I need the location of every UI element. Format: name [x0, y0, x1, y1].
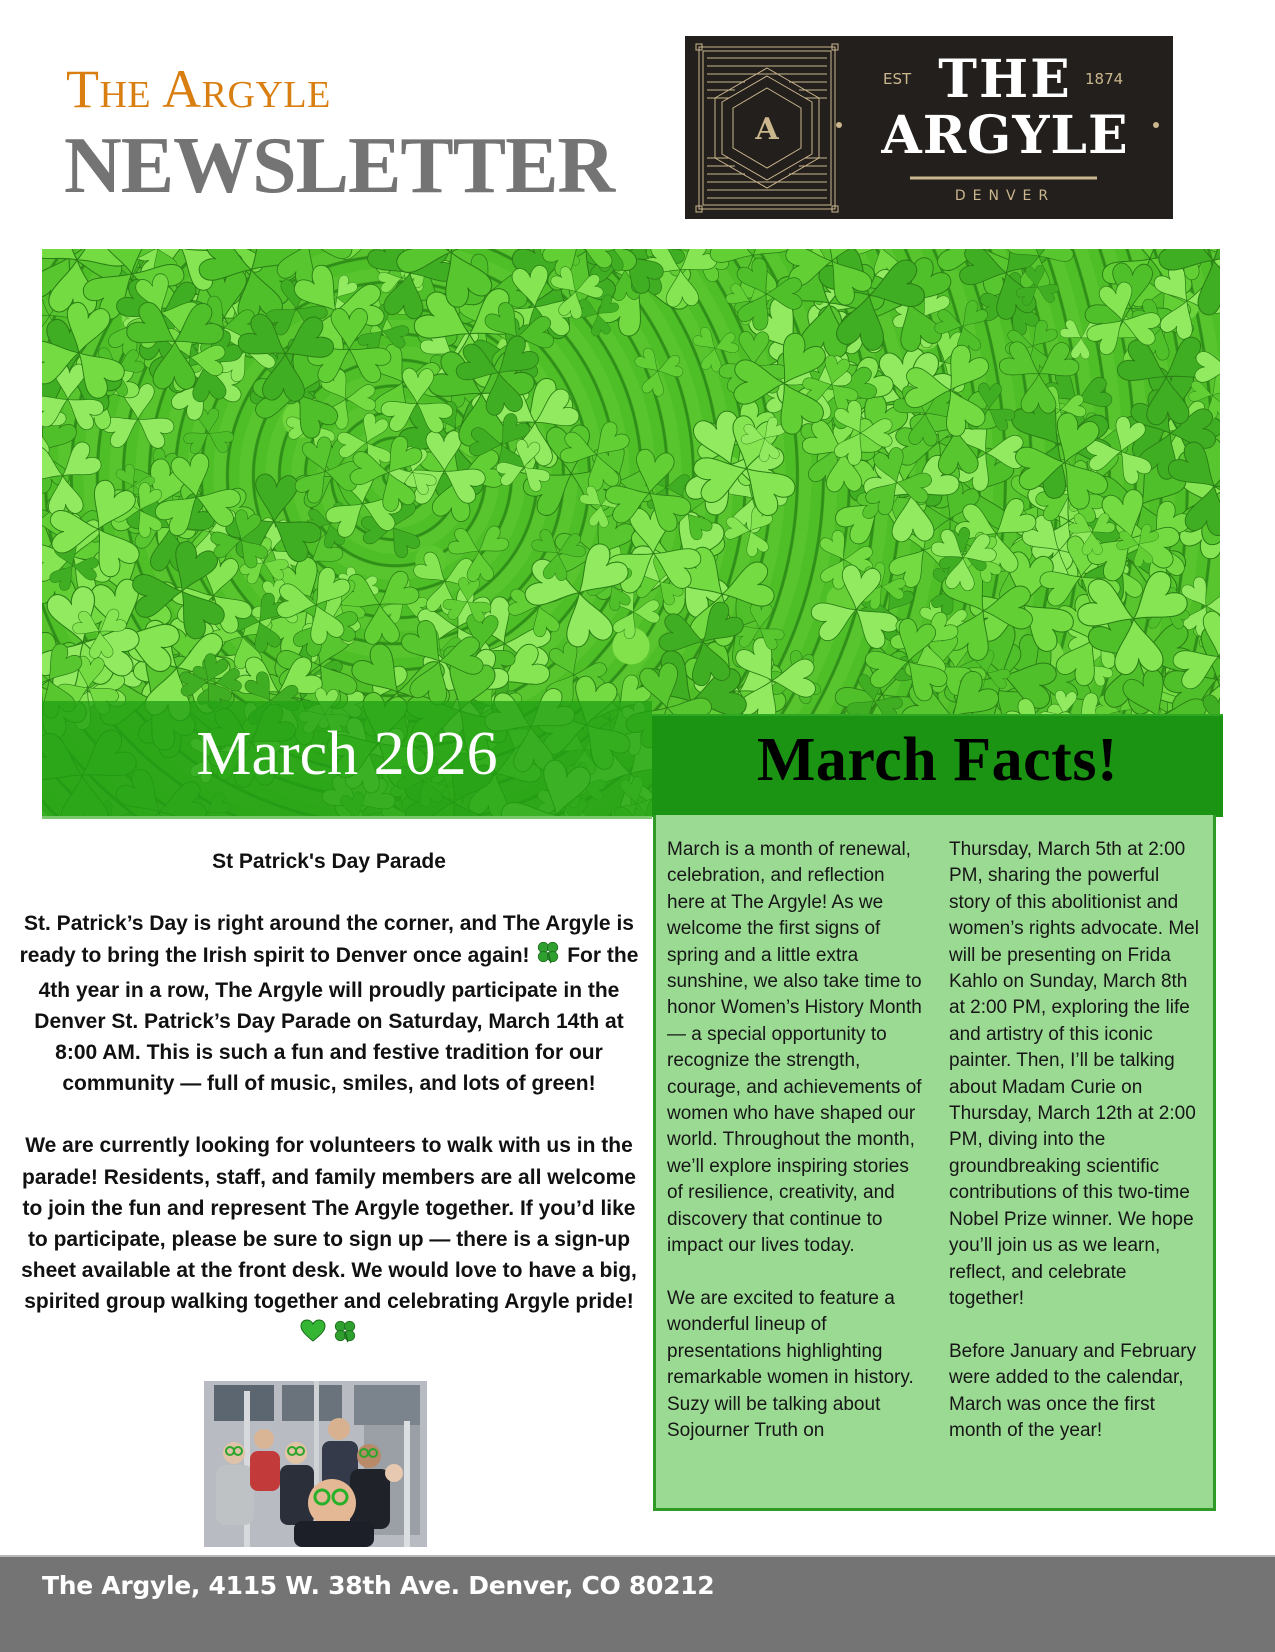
march-facts-box	[653, 815, 1216, 1511]
parade-paragraph-1b-text: For the 4th year in a row, The Argyle will proudly participate in the Denver St. Patrick’s Day Parade on Saturday, March 14th at 8:00 AM. This is such a fun and festive tradition for our community — full of music, smiles, and lots of green!	[34, 944, 639, 1096]
facts-banner-title: March Facts!	[756, 726, 1119, 794]
clover-leaf	[622, 335, 692, 405]
facts-banner	[652, 714, 1223, 817]
logo-est: EST	[883, 70, 912, 88]
facts-paragraph: March is a month of renewal, celebration, and reflection here at The Argyle! As we welcome the first signs of spring and a little extra sunshine, we also take time to honor Women’s History Month — a special opportunity to recognize the strength, courage, and achievements of women who have shaped our world. Throughout the month, we’ll explore inspiring stories of resilience, creativity, and discovery that continue to impact our lives today.	[667, 839, 922, 1257]
footer	[0, 1555, 1275, 1652]
month-banner	[42, 701, 652, 819]
facts-paragraph: Before January and February were added to the calendar, March was once the first month of the year!	[949, 1340, 1197, 1441]
newsletter-title-main: NEWSLETTER	[64, 122, 615, 210]
logo-location: DENVER	[954, 188, 1056, 204]
parade-heading: St Patrick's Day Parade	[212, 850, 446, 873]
parade-group-photo	[204, 1381, 427, 1547]
facts-column-2	[949, 837, 1205, 1444]
four-leaf-clover-icon	[535, 939, 561, 974]
parade-paragraph-2-text: We are currently looking for volunteers to walk with us in the parade! Residents, staff, and family members are all welcome to join the fun and represent The Argyle together. If you’d like to participate, please be sure to sign up — there is a sign-up sheet available at the front desk. We would love to have a big, spirited group walking together and celebrating Argyle pride!	[21, 1134, 637, 1314]
logo-line-2: ARGYLE	[881, 105, 1129, 166]
parade-paragraph-1-text: St. Patrick’s Day is right around the corner, and The Argyle is ready to bring the Irish spirit to Denver once again!	[19, 912, 634, 968]
green-heart-icon	[300, 1319, 326, 1352]
four-leaf-clover-icon	[332, 1318, 358, 1353]
monogram-letter: A	[755, 112, 779, 147]
parade-paragraph-1	[16, 908, 642, 1099]
logo-line-1: THE	[938, 49, 1072, 110]
parade-paragraph-2	[16, 1130, 642, 1352]
month-banner-text: March 2026	[196, 720, 498, 788]
newsletter-title-top: The Argyle	[66, 59, 331, 119]
footer-address: The Argyle, 4115 W. 38th Ave. Denver, CO 80212	[42, 1571, 715, 1600]
parade-article	[16, 846, 642, 1353]
argyle-logo	[685, 36, 1173, 219]
logo-year: 1874	[1085, 70, 1124, 88]
facts-column-1	[667, 837, 923, 1444]
facts-paragraph: Thursday, March 5th at 2:00 PM, sharing the powerful story of this abolitionist and women’s rights advocate. Mel will be presenting on Frida Kahlo on Sunday, March 8th at 2:00 PM, exploring the life and artistry of this iconic painter. Then, I’ll be talking about Madam Curie on Thursday, March 12th at 2:00 PM, diving into the groundbreaking scientific contributions of this two-time Nobel Prize winner. We hope you’ll join us as we learn, reflect, and celebrate together!	[949, 839, 1199, 1309]
facts-paragraph: We are excited to feature a wonderful lineup of presentations highlighting remarkable women in history. Suzy will be talking about Sojourner Truth on	[667, 1287, 914, 1441]
